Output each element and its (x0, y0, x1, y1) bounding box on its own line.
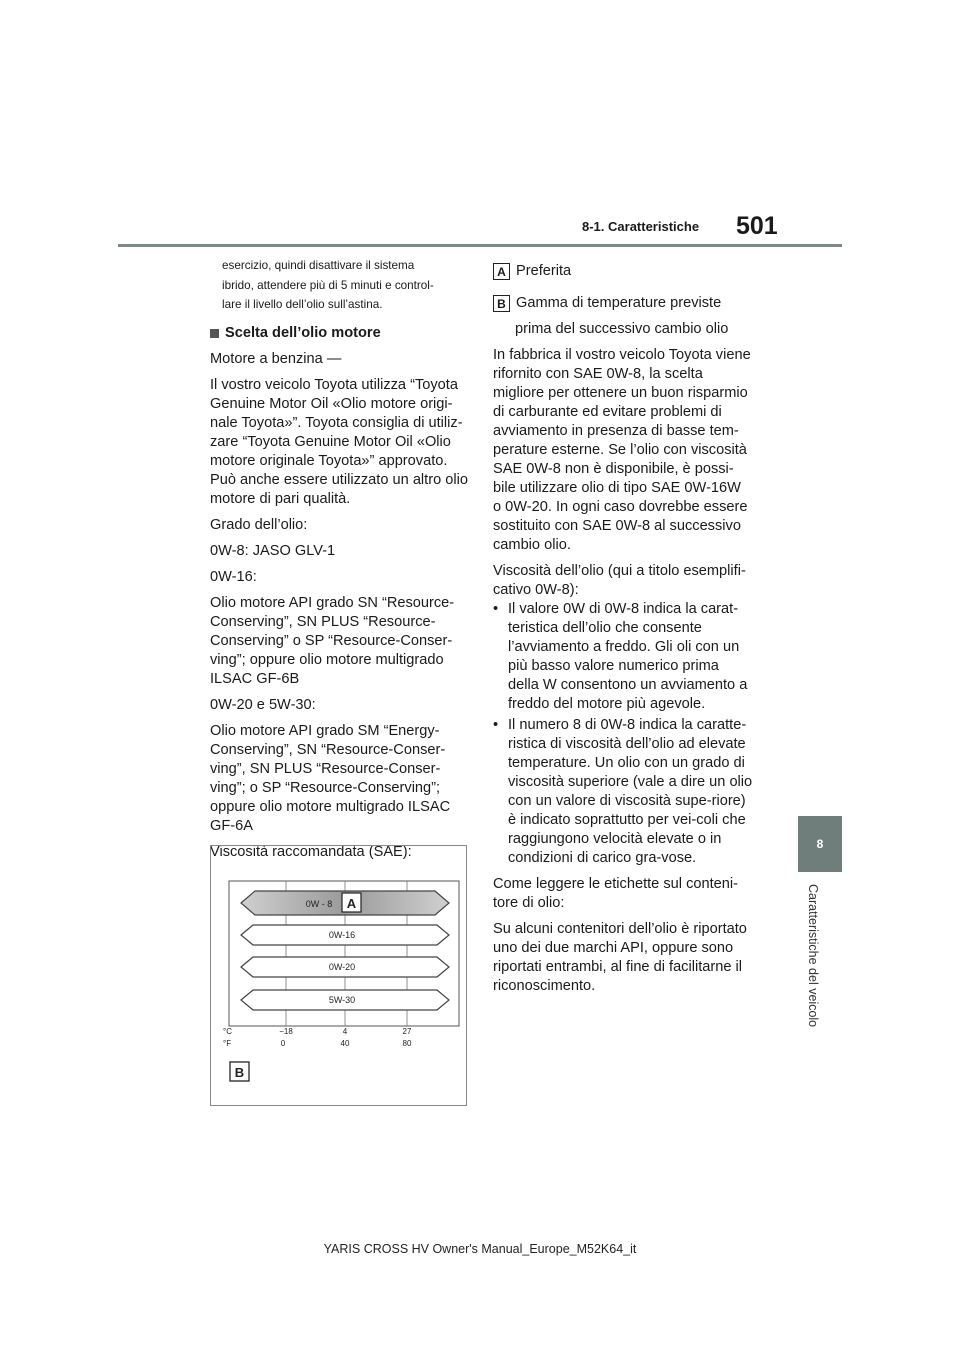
subheading-text: Scelta dell’olio motore (225, 324, 381, 341)
bullet-text: Il valore 0W di 0W-8 indica la carat-teristica dell’olio che consente l’avviamento a freddo. Gli oli con un più basso valore numerico prima della W consentono un avviamento a freddo del motore più agevole. (508, 601, 748, 712)
legend-item (493, 262, 753, 281)
tick-celsius: 27 (402, 1027, 412, 1036)
label-b: B (234, 1065, 245, 1080)
subheading (210, 324, 474, 343)
footer-text: YARIS CROSS HV Owner's Manual_Europe_M52K64_it (323, 1242, 637, 1256)
tick-celsius: −18 (279, 1027, 293, 1036)
chapter-tab (798, 816, 842, 872)
tick-fahrenheit: 80 (402, 1039, 412, 1048)
header-rule (118, 244, 842, 247)
intro-line: ibrido, attendere più di 5 minuti e control- (222, 278, 434, 292)
bullet-item (493, 716, 753, 868)
tick-fahrenheit: 40 (340, 1039, 350, 1048)
paragraph: Motore a benzina — (210, 350, 342, 367)
right-column (493, 262, 753, 1003)
bullet-item (493, 600, 753, 714)
left-column (210, 256, 474, 869)
bullet-text: Il numero 8 di 0W-8 indica la caratte-ristica di viscosità dell’olio ad elevate temperature. Un olio con un grado di viscosità superiore (vale a dire un olio con un valore di viscosità supe-riore) è indicato soprattutto per vei-coli che raggiungono velocità elevate o in condizioni di carico gra-vose. (508, 717, 753, 866)
paragraph: Olio motore API grado SN “Resource-Conserving”, SN PLUS “Resource-Conserving” o SP “Resource-Conser-ving”; oppure olio motore multigrado ILSAC GF-6B (210, 594, 455, 687)
unit-celsius: °C (223, 1027, 232, 1036)
bar-label: 0W-20 (328, 962, 356, 972)
paragraph: 0W-8: JASO GLV-1 (210, 542, 336, 559)
legend-text: Preferita (516, 263, 572, 279)
label-a: A (346, 896, 357, 911)
paragraph: Viscosità dell’olio (qui a titolo esemplifi-cativo 0W-8): (493, 563, 746, 598)
paragraph: 0W-16: (210, 568, 257, 585)
paragraph: Su alcuni contenitori dell’olio è riportato uno dei due marchi API, oppure sono riportati entrambi, al fine di facilitarne il riconoscimento. (493, 921, 747, 994)
paragraph: Viscosità raccomandata (SAE): (210, 843, 412, 860)
chapter-number: 8 (816, 837, 824, 851)
bar-label: 0W-16 (328, 930, 356, 940)
chapter-label: Caratteristiche del veicolo (806, 884, 820, 1028)
square-bullet-icon (210, 329, 219, 338)
legend-text: Gamma di temperature previste (516, 295, 722, 311)
viscosity-diagram (211, 846, 468, 1107)
intro-line: lare il livello dell’olio sull’astina. (222, 298, 383, 311)
unit-fahrenheit: °F (223, 1039, 232, 1048)
bullet-dot-icon: • (493, 601, 499, 617)
paragraph: Olio motore API grado SM “Energy-Conserving”, SN “Resource-Conser-ving”, SN PLUS “Resource-Conser-ving”; o SP “Resource-Conserving”; oppure olio motore multigrado ILSAC GF-6A (210, 722, 451, 834)
legend-letter: B (493, 295, 510, 312)
bullet-dot-icon: • (493, 717, 499, 733)
intro-line: esercizio, quindi disattivare il sistema (222, 259, 415, 272)
paragraph: Grado dell’olio: (210, 516, 308, 533)
tick-fahrenheit: 0 (280, 1039, 286, 1048)
legend-continuation: prima del successivo cambio olio (515, 321, 729, 337)
paragraph: In fabbrica il vostro veicolo Toyota viene rifornito con SAE 0W-8, la scelta migliore per ottenere un buon risparmio di carburante ed evitare problemi di avviamento in presenza di basse tem-perature esterne. Se l’olio con viscosità SAE 0W-8 non è disponibile, è possi-bile utilizzare olio di tipo SAE 0W-16W o 0W-20. In ogni caso dovrebbe essere sostituito con SAE 0W-8 al successivo cambio olio. (493, 347, 751, 553)
paragraph: 0W-20 e 5W-30: (210, 696, 316, 713)
paragraph: Il vostro veicolo Toyota utilizza “Toyota Genuine Motor Oil «Olio motore origi-nale Toyota»”. Toyota consiglia di utiliz-zare “Toyota Genuine Motor Oil «Olio motore originale Toyota»” approvato. Può anche essere utilizzato un altro olio motore di pari qualità. (210, 376, 468, 507)
paragraph: Come leggere le etichette sul conteni-tore di olio: (493, 876, 738, 911)
bar-label: 5W-30 (328, 995, 356, 1005)
legend-item (493, 294, 753, 313)
intro-text (222, 256, 474, 315)
legend-letter: A (493, 263, 510, 280)
page-number: 501 (736, 212, 778, 240)
section-title: 8-1. Caratteristiche (582, 219, 700, 234)
bar-label: 0W - 8 (305, 899, 333, 909)
tick-celsius: 4 (342, 1027, 348, 1036)
viscosity-figure (210, 845, 467, 1106)
